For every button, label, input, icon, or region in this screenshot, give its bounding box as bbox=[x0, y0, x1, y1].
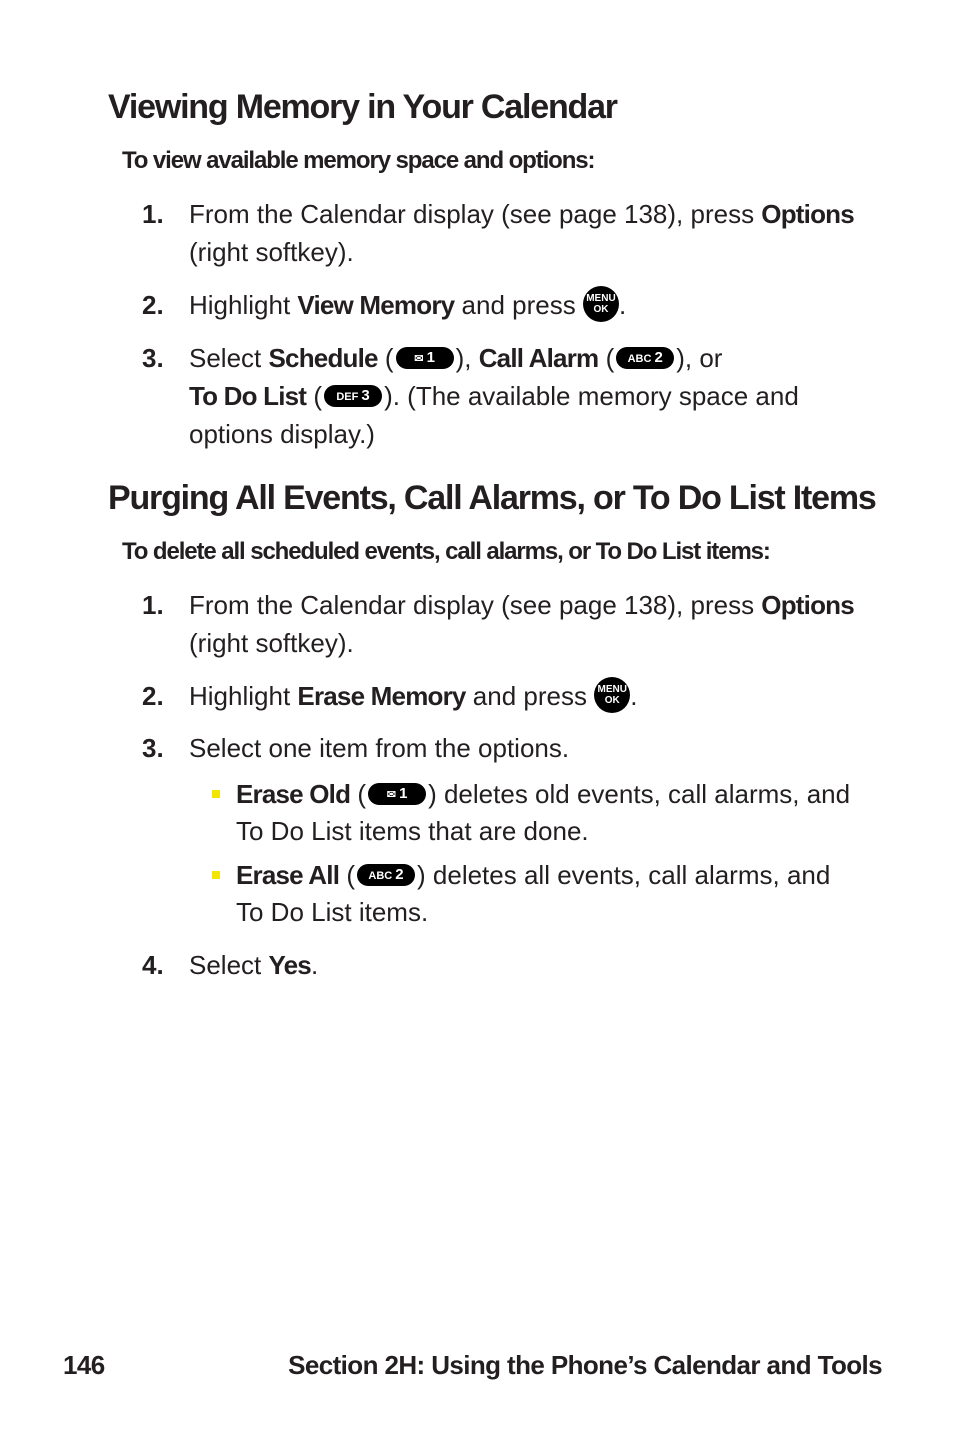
view-memory-label: View Memory bbox=[297, 290, 455, 320]
key-2-icon: ABC 2 bbox=[616, 347, 674, 369]
yes-label: Yes bbox=[268, 950, 311, 980]
step-number: 3. bbox=[142, 733, 164, 763]
bullet-square-icon bbox=[212, 871, 220, 879]
key-1-icon: ✉ 1 bbox=[396, 347, 454, 369]
erase-all-label: Erase All bbox=[236, 860, 340, 890]
section-title-viewing-memory: Viewing Memory in Your Calendar bbox=[108, 88, 617, 126]
options-label: Options bbox=[761, 590, 854, 620]
options-label: Options bbox=[761, 199, 854, 229]
key-3-icon: DEF 3 bbox=[324, 385, 382, 407]
step-number: 1. bbox=[142, 199, 164, 229]
call-alarm-label: Call Alarm bbox=[478, 343, 599, 373]
section-subtitle: To view available memory space and options: bbox=[122, 147, 595, 174]
step-2: 2. Highlight Erase Memory and press MENU OK . bbox=[142, 677, 882, 716]
footer-section-title: Section 2H: Using the Phone’s Calendar and Tools bbox=[288, 1350, 882, 1380]
erase-old-label: Erase Old bbox=[236, 779, 351, 809]
bullet-erase-old: Erase Old ( ✉ 1 ) deletes old events, call alarms, and To Do List items that are done. bbox=[212, 776, 852, 850]
page-number: 146 bbox=[63, 1350, 105, 1380]
menu-ok-key-icon: MENU OK bbox=[594, 677, 630, 713]
section-subtitle: To delete all scheduled events, call alarms, or To Do List items: bbox=[122, 538, 770, 565]
to-do-list-label: To Do List bbox=[189, 381, 307, 411]
step-3: 3. Select one item from the options. bbox=[142, 729, 882, 767]
schedule-label: Schedule bbox=[268, 343, 378, 373]
step-4: 4. Select Yes. bbox=[142, 946, 882, 984]
step-2: 2. Highlight View Memory and press MENU OK . bbox=[142, 286, 882, 325]
step-number: 3. bbox=[142, 343, 164, 373]
key-1-icon: ✉ 1 bbox=[368, 783, 426, 805]
step-number: 2. bbox=[142, 681, 164, 711]
step-number: 2. bbox=[142, 290, 164, 320]
bullet-erase-all: Erase All ( ABC 2 ) deletes all events, call alarms, and To Do List items. bbox=[212, 857, 852, 931]
erase-memory-label: Erase Memory bbox=[297, 681, 466, 711]
step-1: 1. From the Calendar display (see page 138), press Options (right softkey). bbox=[142, 586, 882, 662]
step-number: 1. bbox=[142, 590, 164, 620]
step-1: 1. From the Calendar display (see page 138), press Options (right softkey). bbox=[142, 195, 882, 271]
bullet-square-icon bbox=[212, 790, 220, 798]
menu-ok-key-icon: MENU OK bbox=[583, 286, 619, 322]
step-number: 4. bbox=[142, 950, 164, 980]
key-2-icon: ABC 2 bbox=[357, 864, 415, 886]
step-3: 3. Select Schedule ( ✉ 1 ), Call Alarm ( ABC 2 ), or To Do List ( DEF 3 ). (The available memory space and options display.) bbox=[142, 339, 882, 453]
section-title-purging: Purging All Events, Call Alarms, or To Do List Items bbox=[108, 479, 876, 517]
